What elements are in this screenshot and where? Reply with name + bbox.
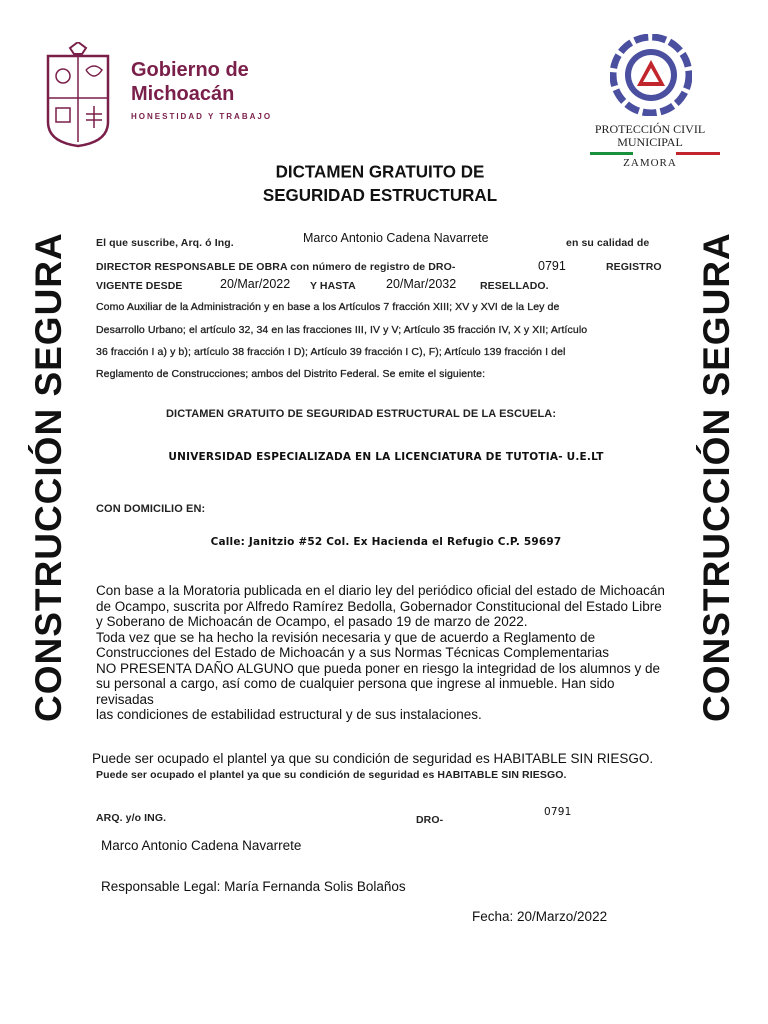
- intro-line1-a: El que suscribe, Arq. ó Ing.: [96, 237, 234, 249]
- responsible-name: Marco Antonio Cadena Navarrete: [303, 231, 489, 245]
- intro-line5: Desarrollo Urbano; el artículo 32, 34 en las fracciones III, IV y V; Artículo 35 fracción IV, X y XII; Artículo: [96, 324, 588, 336]
- intro-line2-a: DIRECTOR RESPONSABLE DE OBRA con número de registro de DRO-: [96, 261, 456, 273]
- body-line7: su personal a cargo, así como de cualquier persona que ingrese al inmueble. Han sido: [96, 676, 615, 691]
- intro-line4: Como Auxiliar de la Administración y en base a los Artículos 7 fracción XIII; XV y XVI de la Ley de: [96, 301, 560, 313]
- intro-line2-b: REGISTRO: [606, 261, 662, 273]
- government-tagline: HONESTIDAD Y TRABAJO: [131, 112, 273, 121]
- school-dictamen-subtitle: DICTAMEN GRATUITO DE SEGURIDAD ESTRUCTURAL DE LA ESCUELA:: [166, 408, 557, 420]
- intro-line3-c: RESELLADO.: [480, 280, 549, 292]
- school-name: UNIVERSIDAD ESPECIALIZADA EN LA LICENCIATURA DE TUTOTIA- U.E.LT: [168, 451, 604, 463]
- intro-line3-a: VIGENTE DESDE: [96, 280, 183, 292]
- government-name-line2: Michoacán: [131, 83, 235, 105]
- domicilio-label: CON DOMICILIO EN:: [96, 503, 206, 515]
- body-line9: las condiciones de estabilidad estructural y de sus instalaciones.: [96, 707, 482, 722]
- intro-line3-b: Y HASTA: [310, 280, 356, 292]
- title-line2: SEGURIDAD ESTRUCTURAL: [262, 185, 498, 205]
- body-paragraph: [96, 583, 686, 723]
- dro-label: DRO-: [416, 814, 444, 826]
- body-line6: NO PRESENTA DAÑO ALGUNO que pueda poner en riesgo la integridad de los alumnos y de: [96, 660, 661, 676]
- habitable-statement: Puede ser ocupado el plantel ya que su condición de seguridad es HABITABLE SIN RIESGO.: [92, 751, 654, 766]
- habitable-statement-scan: Puede ser ocupado el plantel ya que su condición de seguridad es HABITABLE SIN RIESGO.: [96, 769, 567, 781]
- intro-line7: Reglamento de Construcciones; ambos del Distrito Federal. Se emite el siguiente:: [96, 368, 486, 380]
- vigente-hasta-date: 20/Mar/2032: [386, 277, 457, 291]
- intro-line1-b: en su calidad de: [566, 237, 650, 249]
- government-name-line1: Gobierno de: [131, 59, 249, 81]
- body-line2: de Ocampo, suscrita por Alfredo Ramírez Bedolla, Gobernador Constitucional del Estado Libre: [96, 598, 662, 614]
- intro-line6: 36 fracción I a) y b); artículo 38 fracción I D); Artículo 39 fracción I C), F); Artículo 139 fracción I del: [96, 346, 566, 358]
- body-line3: y Soberano de Michoacán de Ocampo, el pasado 19 de marzo de 2022.: [96, 614, 528, 629]
- signer-name: Marco Antonio Cadena Navarrete: [101, 838, 302, 853]
- pc-name-line2: MUNICIPAL: [617, 135, 683, 149]
- dro-number: 0791: [544, 806, 572, 818]
- government-name: [131, 58, 331, 106]
- title-line1: DICTAMEN GRATUITO DE: [275, 161, 485, 182]
- pc-name-line1: PROTECCIÓN CIVIL: [594, 122, 706, 136]
- proteccion-civil-emblem-icon: [610, 34, 692, 116]
- flag-color-bar: [590, 152, 720, 155]
- responsible-legal: Responsable Legal: María Fernanda Solis Bolaños: [101, 879, 406, 894]
- banner-right: CONSTRUCCIÓN SEGURA: [696, 232, 737, 722]
- vigente-desde-date: 20/Mar/2022: [220, 277, 291, 291]
- body-line1: Con base a la Moratoria publicada en el diario ley del periódico oficial del estado de Michoacán: [96, 583, 665, 598]
- body-line4: Toda vez que se ha hecho la revisión necesaria y que de acuerdo a Reglamento de: [96, 629, 596, 645]
- body-line5: Construcciones del Estado de Michoacán y a sus Normas Técnicas Complementarias: [96, 645, 609, 660]
- dro-registro-number: 0791: [538, 259, 566, 273]
- document-date: Fecha: 20/Marzo/2022: [472, 909, 608, 924]
- pc-city: ZAMORA: [623, 157, 677, 169]
- document-title: [150, 161, 610, 207]
- michoacan-coat-of-arms-icon: [44, 42, 112, 148]
- body-line8: revisadas: [96, 691, 154, 707]
- school-address: Calle: Janitzio #52 Col. Ex Hacienda el Refugio C.P. 59697: [210, 536, 562, 548]
- banner-left: CONSTRUCCIÓN SEGURA: [28, 232, 69, 722]
- proteccion-civil-name: [575, 123, 725, 149]
- arq-label: ARQ. y/o ING.: [96, 812, 167, 824]
